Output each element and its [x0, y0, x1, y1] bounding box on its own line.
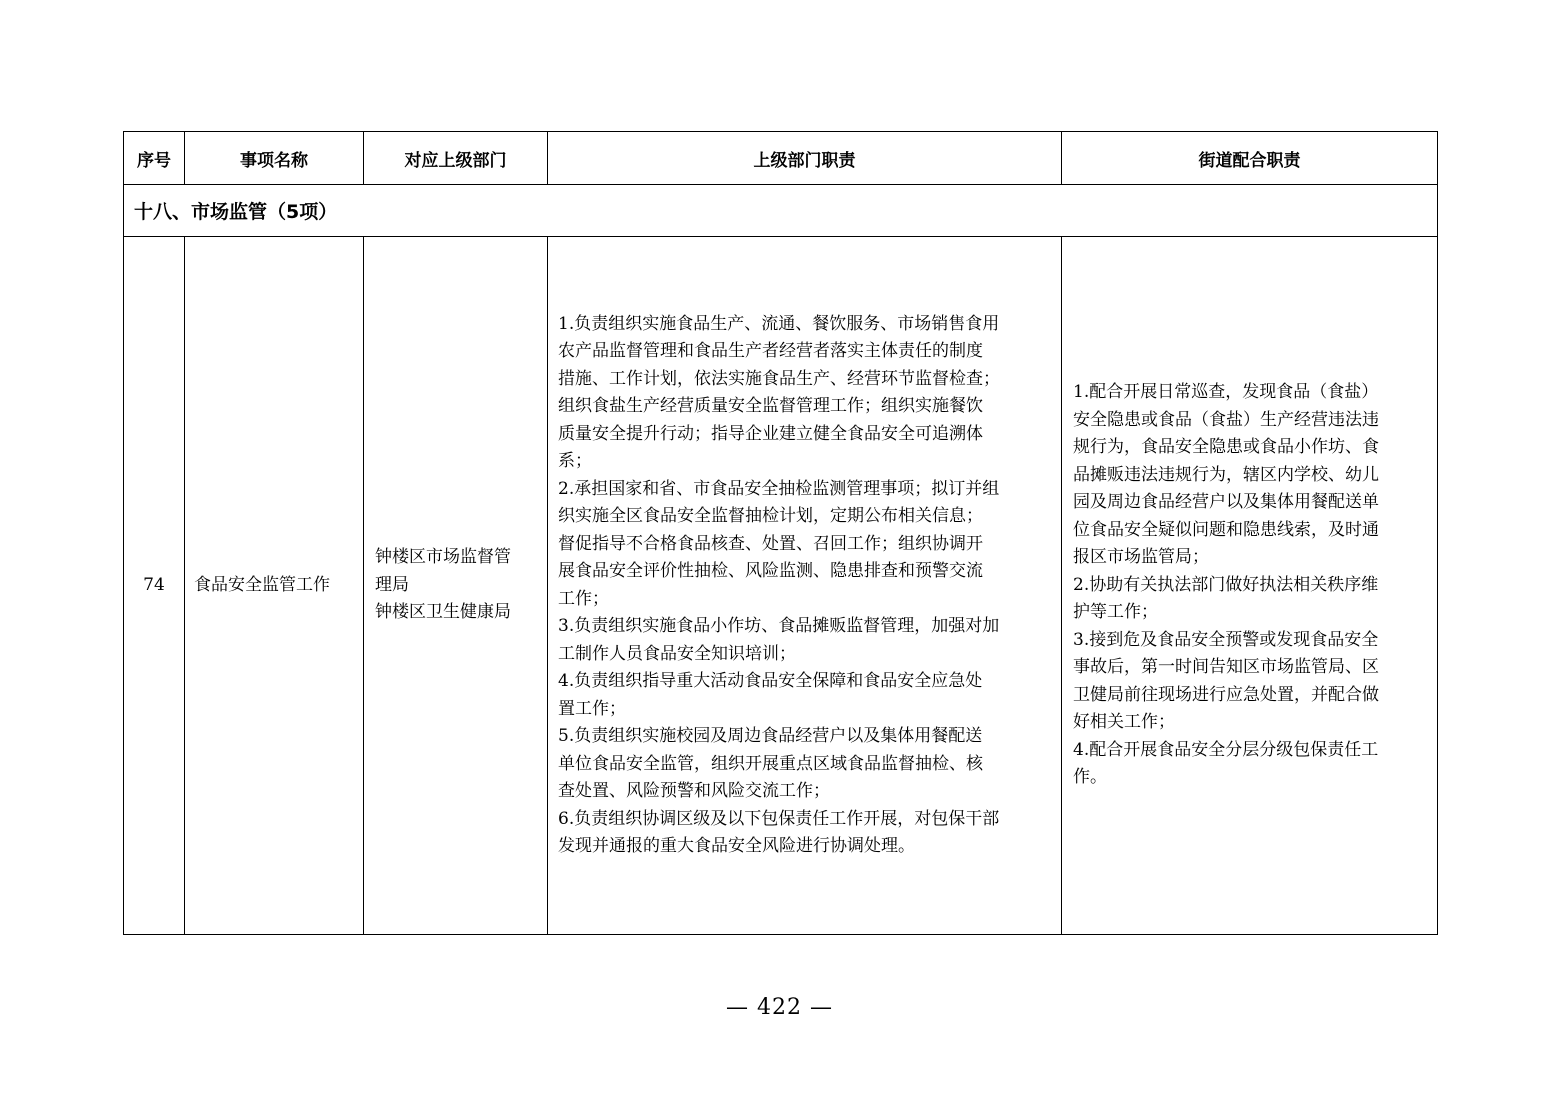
- street-duty-line: 报区市场监管局；: [1073, 547, 1209, 568]
- street-duty-line: 规行为，食品安全隐患或食品小作坊、食: [1073, 437, 1379, 458]
- street-duty-line: 3.接到危及食品安全预警或发现食品安全: [1073, 629, 1379, 650]
- upper-duty-line: 4.负责组织指导重大活动食品安全保障和食品安全应急处: [558, 671, 983, 691]
- item-street-duty: [1062, 237, 1438, 935]
- upper-duty-line: 织实施全区食品安全监督抽检计划，定期公布相关信息；: [558, 506, 983, 526]
- header-street-duty: 街道配合职责: [1062, 132, 1438, 185]
- street-duty-line: 事故后，第一时间告知区市场监管局、区: [1073, 657, 1379, 678]
- upper-duty-line: 1.负责组织实施食品生产、流通、餐饮服务、市场销售食用: [558, 313, 1000, 334]
- street-duty-line: 作。: [1073, 767, 1107, 788]
- street-duty-line: 好相关工作；: [1073, 712, 1175, 733]
- upper-duty-line: 展食品安全评价性抽检、风险监测、隐患排查和预警交流: [558, 561, 983, 581]
- item-name: 食品安全监管工作: [185, 237, 364, 935]
- upper-duty-line: 单位食品安全监管，组织开展重点区域食品监督抽检、核: [558, 753, 983, 774]
- street-duty-line: 卫健局前往现场进行应急处置，并配合做: [1073, 684, 1379, 705]
- header-upper-duty: 上级部门职责: [548, 132, 1062, 185]
- upper-duty-line: 农产品监督管理和食品生产者经营者落实主体责任的制度: [558, 341, 983, 361]
- section-title: 十八、市场监管（5项）: [124, 185, 1438, 237]
- upper-duty-line: 2.承担国家和省、市食品安全抽检监测管理事项；拟订并组: [558, 478, 1000, 499]
- upper-duty-line: 组织食盐生产经营质量安全监督管理工作；组织实施餐饮: [558, 396, 983, 416]
- duty-table: [123, 131, 1438, 935]
- item-number: 74: [124, 237, 185, 935]
- header-num: 序号: [124, 132, 185, 185]
- street-duty-line: 1.配合开展日常巡查，发现食品（食盐）: [1073, 382, 1379, 403]
- street-duty-line: 2.协助有关执法部门做好执法相关秩序维: [1073, 574, 1379, 595]
- upper-duty-line: 查处置、风险预警和风险交流工作；: [558, 781, 830, 801]
- upper-duty-line: 工作；: [558, 588, 609, 609]
- upper-duty-line: 3.负责组织实施食品小作坊、食品摊贩监督管理，加强对加: [558, 616, 1000, 636]
- upper-duty-line: 5.负责组织实施校园及周边食品经营户以及集体用餐配送: [558, 726, 983, 746]
- upper-duty-line: 质量安全提升行动；指导企业建立健全食品安全可追溯体: [558, 423, 983, 444]
- dept-line: 钟楼区市场监督管: [375, 547, 511, 568]
- street-duty-line: 安全隐患或食品（食盐）生产经营违法违: [1073, 409, 1379, 430]
- section-row: [124, 185, 1438, 237]
- header-name: 事项名称: [185, 132, 364, 185]
- item-department: [364, 237, 548, 935]
- dept-line: 理局: [375, 574, 409, 595]
- upper-duty-line: 系；: [558, 451, 592, 471]
- upper-duty-line: 工制作人员食品安全知识培训；: [558, 643, 796, 664]
- street-duty-line: 位食品安全疑似问题和隐患线索，及时通: [1073, 519, 1379, 540]
- upper-duty-line: 督促指导不合格食品核查、处置、召回工作；组织协调开: [558, 533, 983, 554]
- upper-duty-line: 6.负责组织协调区级及以下包保责任工作开展，对包保干部: [558, 808, 1000, 829]
- street-duty-line: 4.配合开展食品安全分层分级包保责任工: [1073, 739, 1379, 760]
- header-row: [124, 132, 1438, 185]
- item-upper-duty: [548, 237, 1062, 935]
- header-dept: 对应上级部门: [364, 132, 548, 185]
- street-duty-line: 品摊贩违法违规行为，辖区内学校、幼儿: [1073, 464, 1379, 485]
- street-duty-line: 护等工作；: [1073, 602, 1158, 623]
- upper-duty-line: 置工作；: [558, 698, 626, 719]
- upper-duty-line: 措施、工作计划，依法实施食品生产、经营环节监督检查；: [558, 368, 1000, 389]
- page-number: — 422 —: [726, 995, 833, 1020]
- upper-duty-line: 发现并通报的重大食品安全风险进行协调处理。: [558, 836, 915, 856]
- street-duty-line: 园及周边食品经营户以及集体用餐配送单: [1073, 492, 1379, 513]
- table-row: [124, 237, 1438, 935]
- dept-line: 钟楼区卫生健康局: [375, 602, 511, 623]
